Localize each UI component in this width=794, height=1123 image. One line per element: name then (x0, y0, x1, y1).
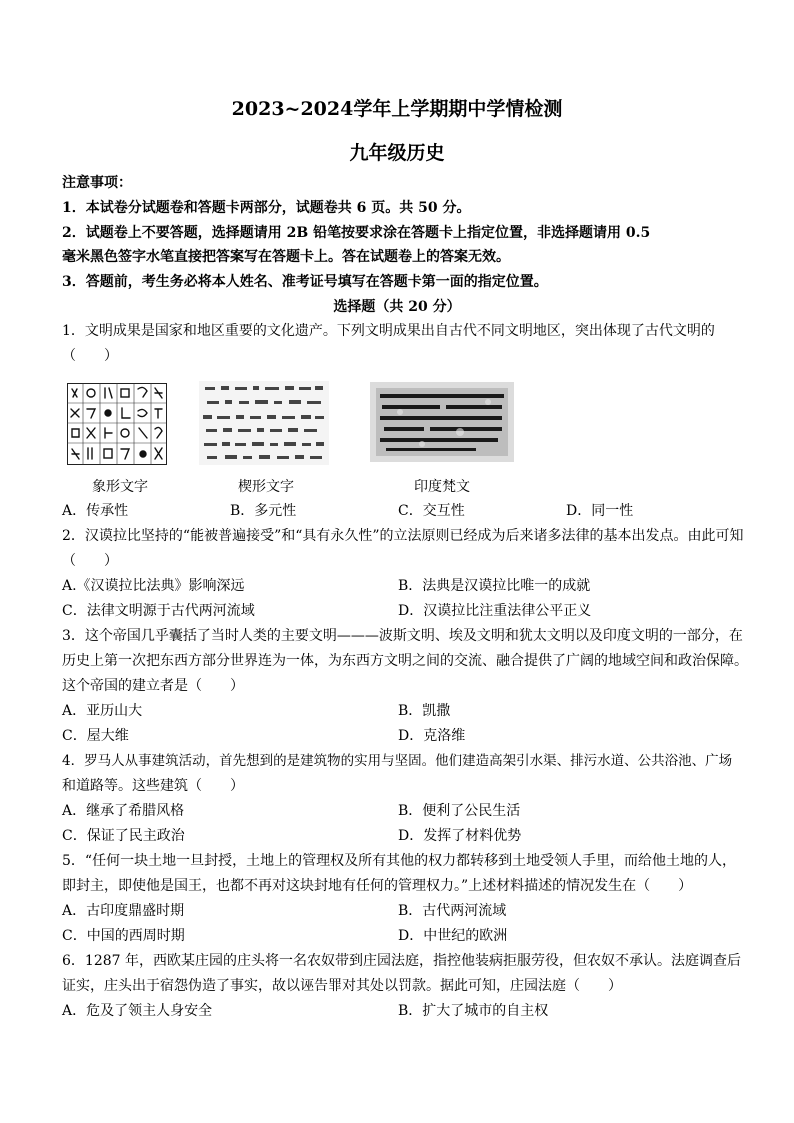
q6-line-1: 6．1287 年，西欧某庄园的庄头将一名农奴带到庄园法庭，指控他装病拒服劳役，但农奴不承认。法庭调查后 (62, 953, 741, 969)
hieroglyph-image (67, 383, 167, 465)
cuneiform-image (199, 381, 329, 465)
caption-hieroglyph: 象形文字 (92, 479, 148, 495)
q2-option-c[interactable]: C．法律文明源于古代两河流域 (62, 603, 255, 619)
q1-option-d[interactable]: D．同一性 (566, 503, 634, 519)
q3-line-1: 3．这个帝国几乎囊括了当时人类的主要文明———波斯文明、埃及文明和犹太文明以及印度文明的一部分，在 (62, 628, 743, 644)
q6-option-a[interactable]: A．危及了领主人身安全 (62, 1003, 213, 1019)
q4-line-2: 和道路等。这些建筑（ ） (62, 778, 244, 794)
q3-option-d[interactable]: D．克洛维 (398, 728, 466, 744)
q5-line-1: 5．“任何一块土地一旦封授，土地上的管理权及所有其他的权力都转移到土地受领人手里，而给他土地的人， (62, 853, 737, 869)
q3-line-3: 这个帝国的建立者是（ ） (62, 678, 244, 694)
q5-line-2: 即封主，即使他是国王，也都不再对这块封地有任何的管理权力。”上述材料描述的情况发生在（ ） (62, 878, 693, 894)
q3-option-c[interactable]: C．屋大维 (62, 728, 129, 744)
notice-heading: 注意事项： (62, 175, 132, 191)
q2-option-a[interactable]: A.《汉谟拉比法典》影响深远 (62, 578, 245, 594)
q2-line-1: 2．汉谟拉比坚持的“能被普遍接受”和“具有永久性”的立法原则已经成为后来诸多法律的基本出发点。由此可知 (62, 528, 744, 544)
q2-option-b[interactable]: B．法典是汉谟拉比唯一的成就 (398, 578, 591, 594)
caption-sanskrit: 印度梵文 (414, 479, 470, 495)
q3-option-b[interactable]: B．凯撒 (398, 703, 451, 719)
notice-item-1: 1．本试卷分试题卷和答题卡两部分，试题卷共 6 页。共 50 分。 (62, 200, 471, 216)
q1-option-c[interactable]: C．交互性 (398, 503, 465, 519)
q5-option-d[interactable]: D．中世纪的欧洲 (398, 928, 508, 944)
q5-option-c[interactable]: C．中国的西周时期 (62, 928, 185, 944)
q5-option-b[interactable]: B．古代两河流域 (398, 903, 507, 919)
q3-line-2: 历史上第一次把东西方部分世界连为一体，为东西方文明之间的交流、融合提供了广阔的地域空间和政治保障。 (62, 653, 748, 669)
q2-line-2: （ ） (62, 553, 118, 569)
section-title: 选择题（共 20 分） (333, 299, 461, 315)
exam-subtitle: 九年级历史 (349, 142, 445, 164)
notice-item-2-line-1: 2．试题卷上不要答题，选择题请用 2B 铅笔按要求涂在答题卡上指定位置，非选择题请用 0.5 (62, 225, 651, 241)
q4-option-a[interactable]: A．继承了希腊风格 (62, 803, 185, 819)
q4-option-b[interactable]: B．便利了公民生活 (398, 803, 521, 819)
q4-line-1: 4．罗马人从事建筑活动，首先想到的是建筑物的实用与坚固。他们建造高架引水渠、排污水道、公共浴池、广场 (62, 753, 733, 769)
q6-line-2: 证实，庄头出于宿怨伪造了事实，故以诬告罪对其处以罚款。据此可知，庄园法庭（ ） (62, 978, 622, 994)
exam-title: 2023~2024学年上学期期中学情检测 (231, 98, 563, 120)
q1-line-1: 1．文明成果是国家和地区重要的文化遗产。下列文明成果出自古代不同文明地区，突出体现了古代文明的 (62, 323, 715, 339)
q5-option-a[interactable]: A．古印度鼎盛时期 (62, 903, 185, 919)
notice-item-2-line-2: 毫米黑色签字水笔直接把答案写在答题卡上。答在试题卷上的答案无效。 (62, 249, 510, 265)
q6-option-b[interactable]: B．扩大了城市的自主权 (398, 1003, 549, 1019)
notice-item-3: 3．答题前，考生务必将本人姓名、准考证号填写在答题卡第一面的指定位置。 (62, 274, 548, 290)
q4-option-c[interactable]: C．保证了民主政治 (62, 828, 185, 844)
caption-cuneiform: 楔形文字 (238, 479, 294, 495)
q1-option-b[interactable]: B．多元性 (230, 503, 297, 519)
q4-option-d[interactable]: D．发挥了材料优势 (398, 828, 522, 844)
q1-option-a[interactable]: A．传承性 (62, 503, 129, 519)
sanskrit-image (370, 382, 514, 462)
q1-line-2: （ ） (62, 348, 118, 364)
q2-option-d[interactable]: D．汉谟拉比注重法律公平正义 (398, 603, 592, 619)
q3-option-a[interactable]: A．亚历山大 (62, 703, 143, 719)
